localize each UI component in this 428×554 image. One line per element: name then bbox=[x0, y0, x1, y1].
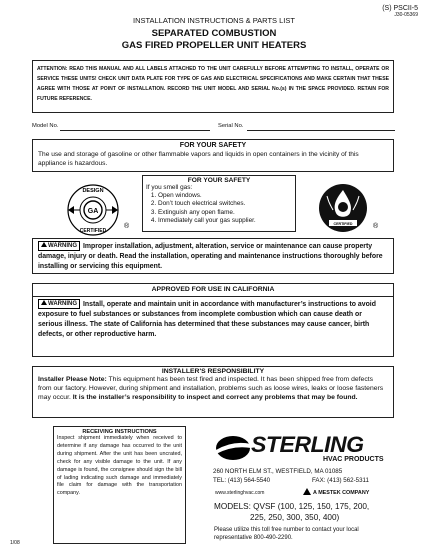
brand-tel: TEL: (413) 564-5540 bbox=[213, 477, 271, 484]
safety-heading: FOR YOUR SAFETY bbox=[179, 142, 247, 149]
california-text: Install, operate and maintain unit in accordance with manufacturer’s instructions to avoid exposure to fuel substances or substances from incomplete combustion which can cause death or serious illness. The state of California has determined that these substances may cause cancer, birth defects, or other reproductive harm. bbox=[38, 301, 376, 338]
gas-safety-step: 1. Open windows. bbox=[158, 192, 292, 200]
installer-emphasis: It is the installer’s responsibility to inspect and correct any problems that may be found. bbox=[72, 394, 358, 401]
california-box bbox=[32, 283, 394, 357]
parent-company bbox=[303, 488, 369, 496]
sterling-swoosh-icon bbox=[213, 434, 253, 462]
sterling-logo bbox=[213, 432, 393, 466]
model-label: Model No. bbox=[32, 123, 59, 129]
warning-triangle-icon bbox=[41, 300, 47, 305]
receiving-heading: RECEIVING INSTRUCTIONS bbox=[82, 429, 157, 435]
models-line1: MODELS: QVSF (100, 125, 150, 175, 200, bbox=[214, 502, 370, 511]
warning-text: Improper installation, adjustment, alteration, service or maintenance can cause property damage, injury or death. Read the installation, operating and maintenance instructions thoroughly before installing or servicing this equipment. bbox=[38, 243, 383, 270]
seal-reg-mark: ® bbox=[373, 223, 379, 230]
installer-content bbox=[38, 375, 388, 402]
attention-box bbox=[32, 60, 394, 113]
gas-safety-step: 4. Immediately call your gas supplier. bbox=[158, 217, 292, 225]
installer-text: This equipment has been test fired and inspected. It has been shipped free from defects from our factory. However, during shipment and installation, problems such as loose wires, leaks or loose fasteners may occur. bbox=[38, 376, 384, 401]
california-heading: APPROVED FOR USE IN CALIFORNIA bbox=[33, 284, 393, 297]
california-content bbox=[33, 297, 393, 342]
seal-bottom-text: CERTIFIED bbox=[79, 228, 107, 234]
parent-company-name: A MESTEK COMPANY bbox=[313, 490, 370, 496]
installer-lead: Installer Please Note: bbox=[38, 376, 107, 383]
seal-reg-mark: ® bbox=[124, 223, 130, 230]
seal-top-text: DESIGN bbox=[82, 188, 104, 194]
warning-triangle-icon bbox=[41, 242, 47, 247]
model-field[interactable] bbox=[60, 130, 210, 131]
gas-safety-heading: FOR YOUR SAFETY bbox=[187, 177, 251, 184]
warning-badge bbox=[38, 241, 80, 251]
certified-flame-seal bbox=[305, 180, 385, 240]
serial-field[interactable] bbox=[247, 130, 395, 131]
gas-safety-intro: If you smell gas: bbox=[146, 184, 193, 191]
installer-box bbox=[32, 366, 394, 418]
brand-tagline: HVAC PRODUCTS bbox=[323, 456, 384, 463]
contact-text: Please utilize this toll free number to contact your local representative 800-490-2290. bbox=[214, 527, 359, 541]
page-title-line2: GAS FIRED PROPELLER UNIT HEATERS bbox=[121, 40, 307, 51]
footer-date: 1/08 bbox=[10, 540, 20, 546]
warning-badge-label: WARNING bbox=[48, 301, 77, 307]
mestek-logo-icon bbox=[303, 488, 311, 495]
gas-safety-step: 3. Extinguish any open flame. bbox=[158, 209, 292, 217]
serial-label: Serial No. bbox=[218, 123, 244, 129]
seal-bottom-text: CERTIFIED bbox=[333, 222, 353, 226]
brand-name: STERLING bbox=[251, 432, 364, 457]
gas-safety-box bbox=[142, 175, 296, 232]
brand-website[interactable]: www.sterlinghvac.com bbox=[215, 490, 265, 496]
installer-heading: INSTALLER'S RESPONSIBILITY bbox=[161, 368, 265, 375]
doc-code: (S) PSCII-5 bbox=[382, 5, 418, 12]
warning-badge-label: WARNING bbox=[48, 243, 77, 249]
safety-text: The use and storage of gasoline or other flammable vapors and liquids in open containers in the vicinity of this appliance is hazardous. bbox=[38, 151, 359, 167]
models-line2: 225, 250, 300, 350, 400) bbox=[250, 513, 340, 522]
warning-box bbox=[32, 238, 394, 274]
receiving-text: Inspect shipment immediately when received to determine if any damage has occurred to the unit during shipment. After the unit has been uncrated, check for any visible damage to the unit. If any damage is found, the consignee should sign the bill of lading indicating such damage and immediately file claim for damage with the transportation company. bbox=[57, 435, 182, 497]
attention-text: ATTENTION: READ THIS MANUAL AND ALL LABELS ATTACHED TO THE UNIT CAREFULLY BEFORE ATTEMPTING TO INSTALL, OPERATE OR SERVICE THESE UNITS! CHECK UNIT DATA PLATE FOR TYPE OF GAS AND ELECTRICAL SPECIFICATIONS AND MAKE CERTAIN THAT THESE AGREE WITH THOSE AT POINT OF INSTALLATION. RECORD THE UNIT MODEL AND SERIAL No.(s) IN THE SPACE PROVIDED. RETAIN FOR FUTURE REFERENCE. bbox=[37, 66, 389, 102]
brand-fax: FAX: (413) 562-5311 bbox=[312, 477, 369, 484]
subtitle: INSTALLATION INSTRUCTIONS & PARTS LIST bbox=[133, 16, 295, 25]
warning-content bbox=[38, 241, 388, 272]
receiving-box bbox=[53, 426, 186, 544]
doc-number: J30-05369 bbox=[394, 12, 418, 18]
seal-center-text: GA bbox=[87, 208, 99, 215]
gas-safety-steps bbox=[146, 192, 292, 225]
gas-safety-step: 2. Don’t touch electrical switches. bbox=[158, 200, 292, 208]
warning-badge bbox=[38, 299, 80, 309]
page-title-line1: SEPARATED COMBUSTION bbox=[151, 28, 277, 39]
brand-address: 260 NORTH ELM ST., WESTFIELD, MA 01085 bbox=[213, 468, 343, 475]
safety-box bbox=[32, 139, 394, 172]
design-certified-seal bbox=[53, 180, 133, 240]
